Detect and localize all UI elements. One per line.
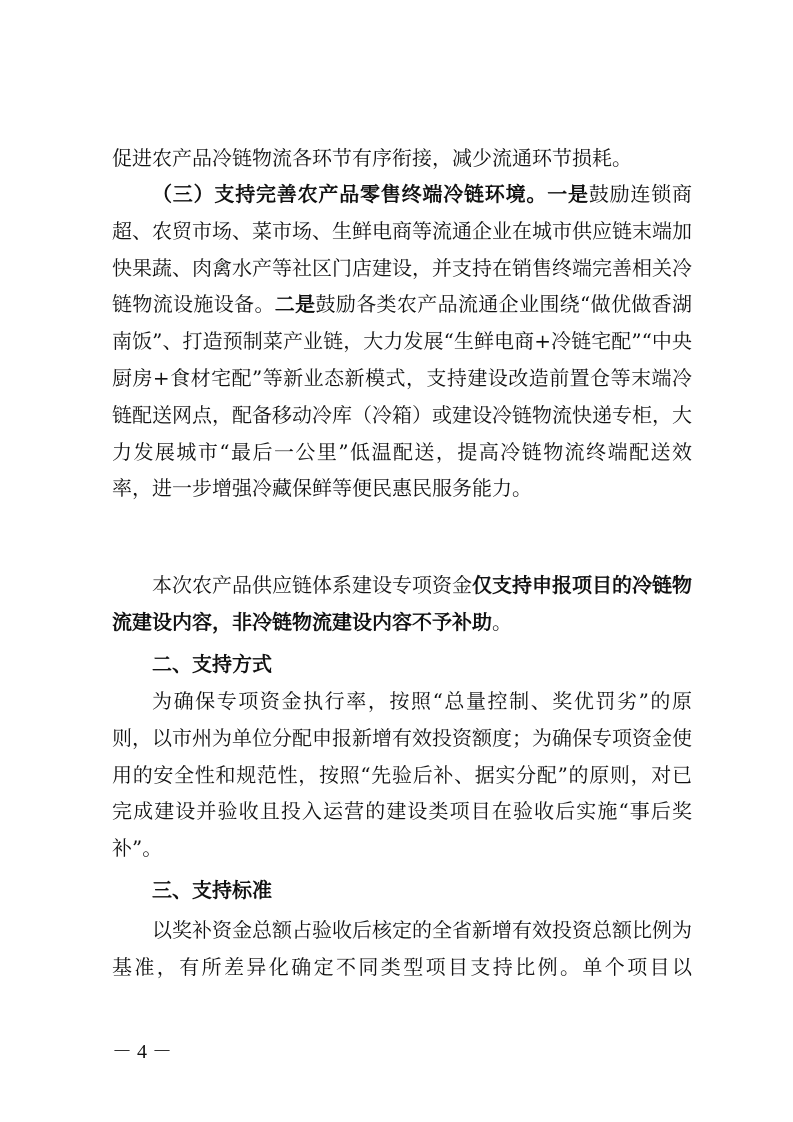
point-two-label: 二是	[274, 292, 316, 317]
heading-support-method: 二、支持方式	[152, 652, 272, 676]
point-one-label: 一是	[547, 182, 589, 206]
paragraph-text: 促进农产品冷链物流各环节有序衔接，减少流通环节损耗。	[112, 146, 632, 170]
section-subheading: （三）支持完善农产品零售终端冷链环境。	[152, 182, 548, 206]
funding-scope-bold: 仅支持申报项目的冷链物流建设内容，非冷链物流建设内容不予补助	[112, 573, 692, 634]
paragraph-retail-cold-chain	[112, 176, 692, 507]
paragraph-continuation	[112, 140, 692, 177]
point-two-text: 鼓励各类农产品流通企业围绕“做优做香湖南饭”、打造预制菜产业链，大力发展“生鲜电商+冷链宅配”“中央厨房+食材宅配”等新业态新模式，支持建设改造前置仓等末端冷链配送网点，配备移动冷库（冷箱）或建设冷链物流快递专柜，大力发展城市“最后一公里”低温配送，提高冷链物流终端配送效率，进一步增强冷藏保鲜等便民惠民服务能力。	[112, 292, 693, 501]
paragraph-support-standard	[112, 912, 692, 986]
point-one-text: 鼓励连锁商超、农贸市场、菜市场、生鲜电商等流通企业在城市供应链末端加快果蔬、肉禽水产等社区门店建设，并支持在销售终端完善相关冷链物流设施设备。	[112, 182, 693, 317]
heading-support-standard: 三、支持标准	[152, 878, 272, 902]
support-standard-text: 以奖补资金总额占验收后核定的全省新增有效投资总额比例为基准，有所差异化确定不同类型项目支持比例。单个项目以	[112, 918, 692, 979]
funding-scope-end: 。	[492, 609, 512, 634]
funding-scope-text: 本次农产品供应链体系建设专项资金	[152, 573, 472, 597]
paragraph-support-method	[112, 683, 692, 867]
page-number: － 4 －	[112, 1041, 172, 1063]
paragraph-funding-scope	[112, 567, 692, 641]
support-method-text: 为确保专项资金执行率，按照“总量控制、奖优罚劣”的原则，以市州为单位分配申报新增有效投资额度；为确保专项资金使用的安全性和规范性，按照“先验后补、据实分配”的原则，对已完成建设并验收且投入运营的建设类项目在验收后实施“事后奖补”。	[112, 689, 692, 861]
